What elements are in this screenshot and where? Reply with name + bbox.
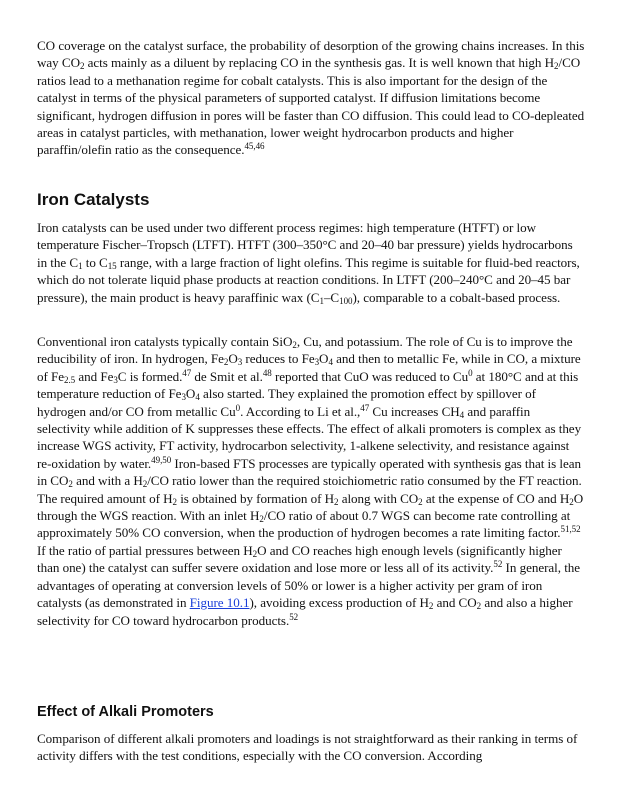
paragraph-alkali: Comparison of different alkali promoters and loadings is not straightforward as their ranking in terms of activity differs with the test conditions, especially with the CO conversion. According bbox=[37, 731, 578, 764]
figure-10-1-link[interactable]: Figure 10.1 bbox=[189, 595, 250, 611]
heading-iron-catalysts: Iron Catalysts bbox=[37, 190, 150, 209]
paragraph-iron-regimes: Iron catalysts can be used under two different process regimes: high temperature (HTFT) or low temperature Fischer–Tropsch (LTFT). HTFT (300–350°C and 20–40 bar pressure) yields hydrocarbons in the $C_1$ to $C_{15}$ range, with a large fraction of light olefins. This regime is suitable for fluid-bed reactors, which do not tolerate liquid phase products at reaction conditions. In LTFT (200–240°C and 20–45 bar pressure), the main product is heavy paraffinic wax $(C_1-C_{100})$, comparable to a cobalt-based process. bbox=[37, 220, 580, 306]
paragraph-conventional-iron: Conventional iron catalysts typically contain SiO$_2$, Cu, and potassium. The role of Cu is to improve the reducibility of iron. In hydrogen, $Fe_2O_3$ reduces to $Fe_3O_4$ and then to metallic Fe, while in CO, a mixture of $Fe_{2.5}$ and $Fe_3C$ is formed.$^{47}$ de Smit et al.$^{48}$ reported that CuO was reduced to Cu$^0$ at 180°C and at this temperature reduction of $Fe_3O_4$ also started. They explained the promotion effect by spillover of hydrogen and/or CO from metallic Cu$^0$. According to Li et al.,$^{47}$ Cu increases $CH_4$ and paraffin selectivity while addition of K suppresses these effects. The effect of alkali promoters is complex as they increase WGS activity, FT activity, hydrocarbon selectivity, 1-alkene selectivity, and resistance against re-oxidation by water.$^{49,50}$ Iron-based FTS processes are typically operated with synthesis gas that is lean in $CO_2$ and with a $H_2/CO$ ratio lower than the required stoichiometric ratio consumed by the FT reaction. The required amount of $H_2$ is obtained by formation of $H_2$ along with $CO_2$ at the expense of CO and $H_2O$ through the WGS reaction. With an inlet $H_2/CO$ ratio of about 0.7 WGS can become rate controlling at approximately 50% CO conversion, when the production of hydrogen becomes a rate limiting factor.$^{51,52}$ If the ratio of partial pressures between $H_2O$ and CO reaches high enough levels (significantly higher than one) the catalyst can suffer severe oxidation and lose more or less all of its activity.$^{52}$ In general, the advantages of operating at conversion levels of 50% or lower is a higher activity per gram of iron catalysts (as demonstrated in Figure 10.1), avoiding excess production of $H_2$ and $CO_2$ and also a higher selectivity for CO toward hydrocarbon products.$^{52}$ bbox=[37, 334, 584, 628]
heading-alkali-promoters: Effect of Alkali Promoters bbox=[37, 704, 214, 720]
paragraph-intro: CO coverage on the catalyst surface, the probability of desorption of the growing chains increases. In this way $CO_2$ acts mainly as a diluent by replacing CO in the synthesis gas. It is well known that high $H_2/CO$ ratios lead to a methanation regime for cobalt catalysts. This is also important for the design of the catalyst in terms of the physical parameters of supported catalyst. If diffusion limitations become significant, hydrogen diffusion in pores will be faster than CO diffusion. This could lead to CO-depleated areas in catalyst particles, with methanation, lower weight hydrocarbon products and higher paraffin/olefin ratio as the consequence.$^{45,46}$ bbox=[37, 38, 585, 158]
